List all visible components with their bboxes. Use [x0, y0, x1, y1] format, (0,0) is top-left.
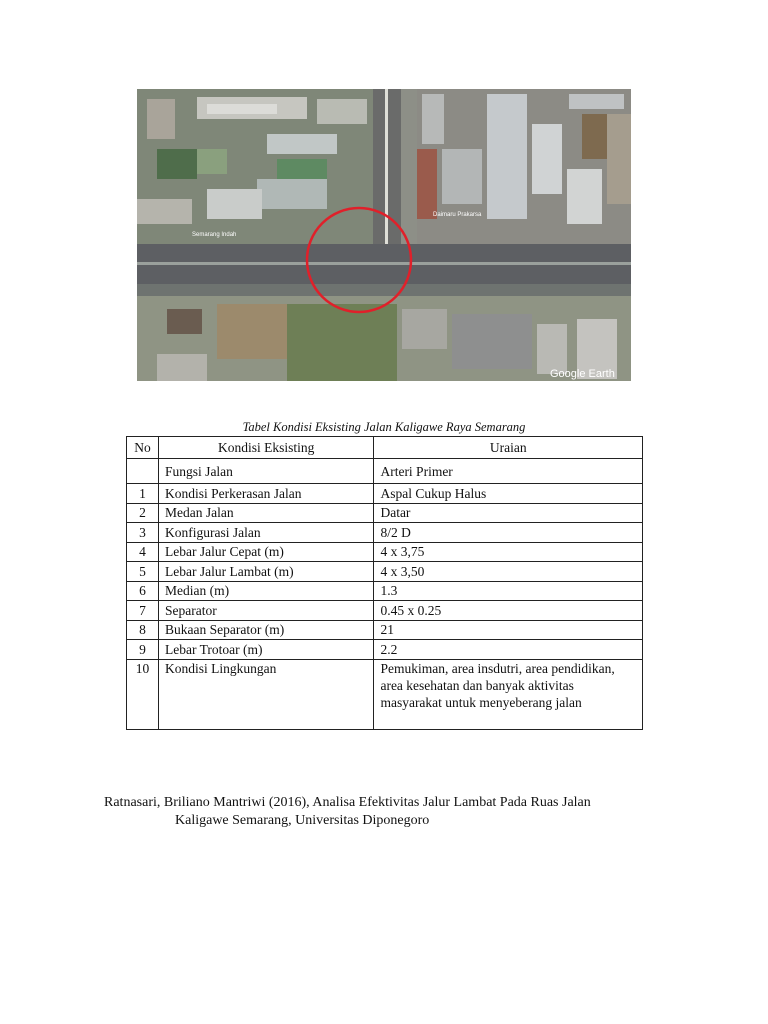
cell-uraian: 21 [374, 620, 643, 640]
header-uraian: Uraian [374, 437, 643, 459]
cell-kondisi: Kondisi Lingkungan [159, 659, 374, 729]
cell-uraian: 8/2 D [374, 523, 643, 543]
cell-uraian: 2.2 [374, 640, 643, 660]
cell-kondisi: Medan Jalan [159, 503, 374, 523]
reference-citation [104, 794, 664, 830]
table-row [127, 484, 643, 504]
table-row [127, 659, 643, 729]
reference-line-1: Ratnasari, Briliano Mantriwi (2016), Analisa Efektivitas Jalur Lambat Pada Ruas Jalan [104, 795, 591, 810]
cell-kondisi: Fungsi Jalan [159, 459, 374, 484]
table-row [127, 601, 643, 621]
aerial-map-image [137, 89, 631, 381]
cell-kondisi: Lebar Jalur Lambat (m) [159, 562, 374, 582]
map-label-daimaru: Daimaru Prakarsa [433, 212, 482, 218]
cell-no: 5 [127, 562, 159, 582]
cell-kondisi: Lebar Jalur Cepat (m) [159, 542, 374, 562]
table-row [127, 640, 643, 660]
table-row [127, 503, 643, 523]
map-label-semarang: Semarang Indah [192, 232, 237, 238]
table-row [127, 562, 643, 582]
cell-uraian: Datar [374, 503, 643, 523]
cell-kondisi: Separator [159, 601, 374, 621]
cell-uraian: Pemukiman, area insdutri, area pendidikan, area kesehatan dan banyak aktivitas masyarakat untuk menyeberang jalan [374, 659, 643, 729]
cell-no: 6 [127, 581, 159, 601]
cell-uraian: 0.45 x 0.25 [374, 601, 643, 621]
cell-kondisi: Median (m) [159, 581, 374, 601]
cell-uraian: 4 x 3,50 [374, 562, 643, 582]
cell-no: 10 [127, 659, 159, 729]
cell-kondisi: Lebar Trotoar (m) [159, 640, 374, 660]
table-row [127, 620, 643, 640]
cell-no [127, 459, 159, 484]
header-no: No [127, 437, 159, 459]
cell-no: 3 [127, 523, 159, 543]
table-row [127, 523, 643, 543]
cell-no: 9 [127, 640, 159, 660]
road-condition-table [126, 436, 643, 730]
table-row [127, 459, 643, 484]
cell-no: 7 [127, 601, 159, 621]
cell-uraian: 1.3 [374, 581, 643, 601]
table-row [127, 581, 643, 601]
cell-kondisi: Kondisi Perkerasan Jalan [159, 484, 374, 504]
cell-uraian: Arteri Primer [374, 459, 643, 484]
google-earth-watermark: Google Earth [550, 368, 615, 380]
reference-line-2: Kaligawe Semarang, Universitas Diponegoro [175, 813, 430, 828]
cell-kondisi: Bukaan Separator (m) [159, 620, 374, 640]
cell-no: 1 [127, 484, 159, 504]
cell-kondisi: Konfigurasi Jalan [159, 523, 374, 543]
table-caption: Tabel Kondisi Eksisting Jalan Kaligawe Raya Semarang [242, 420, 526, 434]
cell-uraian: Aspal Cukup Halus [374, 484, 643, 504]
cell-no: 2 [127, 503, 159, 523]
header-kondisi: Kondisi Eksisting [159, 437, 374, 459]
table-row [127, 542, 643, 562]
cell-no: 4 [127, 542, 159, 562]
cell-uraian: 4 x 3,75 [374, 542, 643, 562]
cell-no: 8 [127, 620, 159, 640]
